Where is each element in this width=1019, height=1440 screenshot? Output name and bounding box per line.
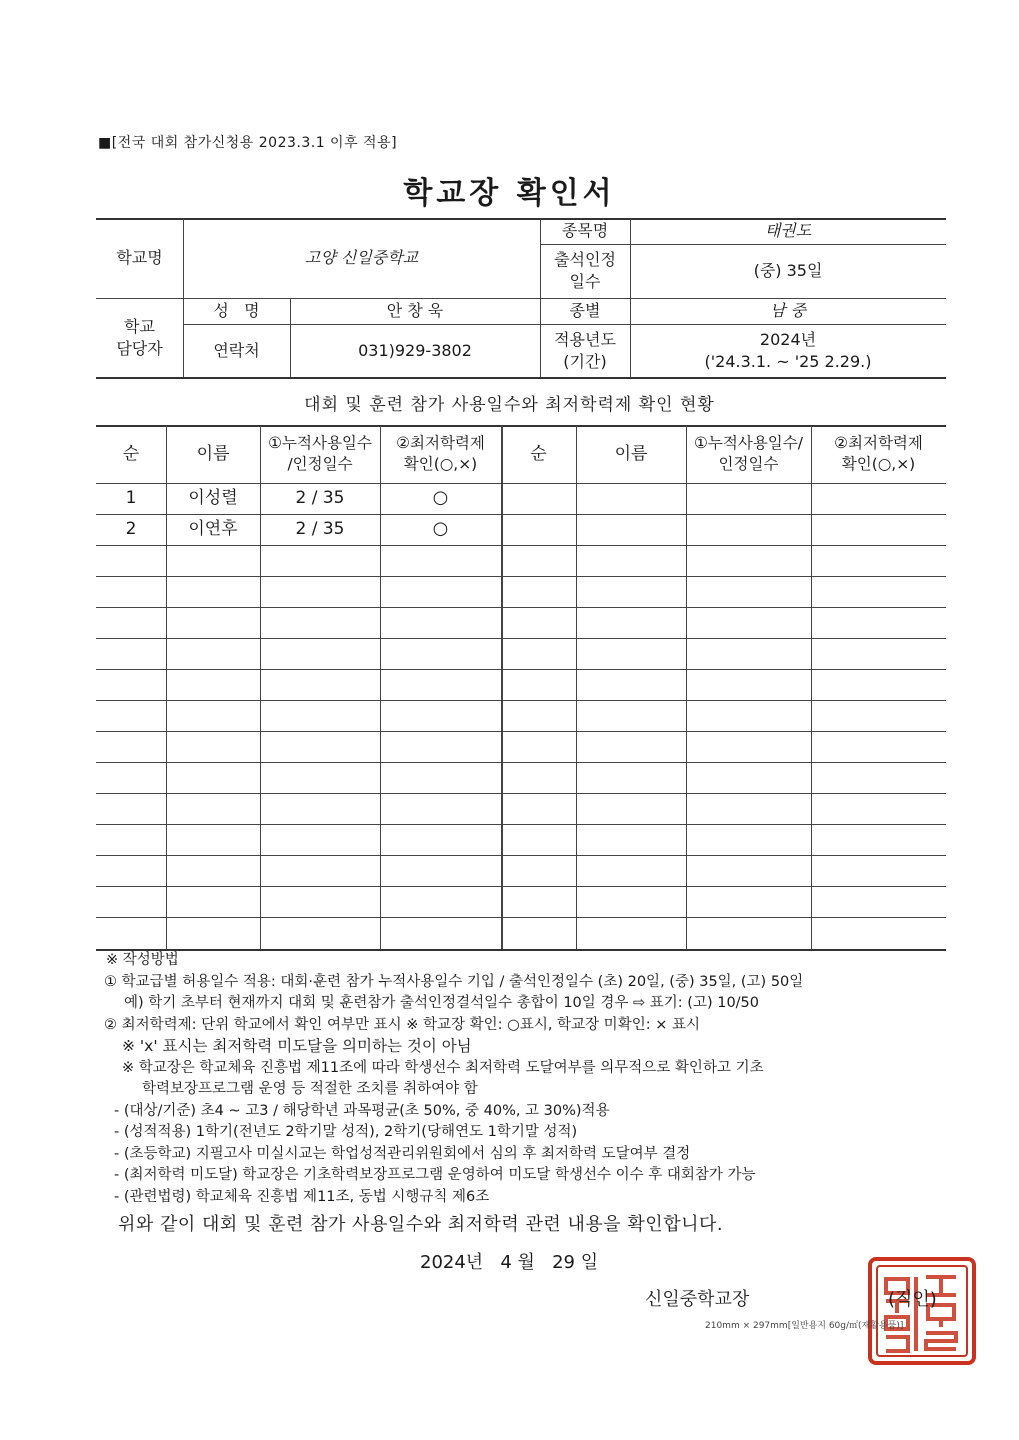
note-item: - (초등학교) 지필고사 미실시교는 학업성적관리위원회에서 심의 후 최저학력 도달여부 결정 bbox=[114, 1145, 691, 1162]
contact-person-label: 학교 담당자 bbox=[116, 316, 163, 358]
note-item: - (성적적용) 1학기(전년도 2학기말 성적), 2학기(당해연도 1학기말 성적) bbox=[114, 1124, 578, 1140]
school-name-value: 고양 신일중학교 bbox=[304, 248, 419, 268]
row-name: 이연후 bbox=[188, 519, 238, 540]
note-item: - (최저학력 미도달) 학교장은 기초학력보장프로그램 운영하여 미도달 학생선수 이수 후 대회참가 가능 bbox=[114, 1167, 756, 1183]
phone-label: 연락처 bbox=[213, 340, 260, 360]
row-divider bbox=[96, 824, 946, 825]
note-item: ※ 학교장은 학교체육 진흥법 제11조에 따라 학생선수 최저학력 도달여부를 의무적으로 확인하고 기초 bbox=[122, 1059, 764, 1076]
apply-year-label: 적용년도 (기간) bbox=[554, 329, 616, 371]
sport-value: 태권도 bbox=[764, 221, 812, 241]
row-divider bbox=[96, 576, 946, 577]
note-item: - (관련법령) 학교체육 진흥법 제11조, 동법 시행규칙 제6조 bbox=[114, 1188, 490, 1205]
instructions bbox=[104, 950, 954, 1208]
row-divider bbox=[96, 855, 946, 856]
col-name-header: 이름 bbox=[196, 443, 230, 464]
row-name: 이성렬 bbox=[188, 488, 238, 509]
col-no-header-right: 순 bbox=[530, 443, 547, 464]
row-divider bbox=[96, 700, 946, 701]
row-divider bbox=[96, 731, 946, 732]
document-date: 2024년 4 월 29 일 bbox=[420, 1252, 599, 1273]
form-version-note: ■[전국 대회 참가신청용 2023.3.1 이후 적용] bbox=[98, 135, 398, 151]
row-no: 2 bbox=[125, 519, 137, 540]
note-item: ① 학교급별 허용일수 적용: 대회·훈련 참가 누적사용일수 기입 / 출석인정일수 (초) 20일, (중) 35일, (고) 50일 bbox=[104, 973, 804, 990]
school-name-label: 학교명 bbox=[116, 248, 163, 268]
col-name-header-right: 이름 bbox=[614, 443, 648, 464]
row-divider bbox=[96, 638, 946, 639]
row-days: 2 / 35 bbox=[295, 519, 345, 540]
note-item: 예) 학기 초부터 현재까지 대회 및 훈련참가 출석인정결석일수 총합이 10일 경우 ⇨ 표기: (고) 10/50 bbox=[124, 995, 760, 1011]
contact-name-value: 안 창 욱 bbox=[386, 301, 444, 321]
row-no: 1 bbox=[125, 488, 137, 509]
attend-days-label: 출석인정 일수 bbox=[554, 250, 616, 291]
row-divider bbox=[96, 793, 946, 794]
note-item: ② 최저학력제: 단위 학교에서 확인 여부만 표시 ※ 학교장 확인: ○표시, 학교장 미확인: × 표시 bbox=[104, 1016, 700, 1033]
row-divider bbox=[96, 762, 946, 763]
contact-name-label: 성 명 bbox=[213, 301, 260, 321]
col-academic-header-right: ②최저학력제 확인(○,×) bbox=[834, 434, 923, 473]
row-divider bbox=[96, 669, 946, 670]
col-days-header-right: ①누적사용일수/ 인정일수 bbox=[694, 434, 803, 473]
note-heading: ※ 작성방법 bbox=[106, 952, 179, 968]
row-check: ○ bbox=[432, 487, 449, 509]
signer-title: 신일중학교장 bbox=[645, 1289, 750, 1310]
col-no-header: 순 bbox=[122, 443, 140, 464]
gender-label: 종별 bbox=[569, 301, 601, 321]
row-days: 2 / 35 bbox=[295, 488, 345, 509]
document-title: 학교장 확인서 bbox=[403, 176, 616, 211]
note-item: - (대상/기준) 초4 ~ 고3 / 해당학년 과목평균(초 50%, 중 40%, 고 30%)적용 bbox=[114, 1102, 610, 1119]
official-seal-icon bbox=[866, 1255, 978, 1367]
note-item: 학력보장프로그램 운영 등 적절한 조치를 취하여야 함 bbox=[142, 1081, 478, 1097]
paper-spec: 210mm × 297mm[일반용지 60g/㎡(재활용품)] bbox=[705, 1321, 904, 1331]
confirmation-statement: 위와 같이 대회 및 훈련 참가 사용일수와 최저학력 관련 내용을 확인합니다. bbox=[118, 1214, 724, 1235]
col-academic-header: ②최저학력제 확인(○,×) bbox=[396, 434, 485, 473]
note-item: ※ 'x' 표시는 최저학력 미도달을 의미하는 것이 아님 bbox=[122, 1037, 472, 1055]
apply-year-value: 2024년 ('24.3.1. ~ '25 2.29.) bbox=[704, 329, 872, 371]
row-divider bbox=[96, 607, 946, 608]
row-check: ○ bbox=[432, 518, 449, 540]
gender-value: 남 중 bbox=[770, 301, 806, 321]
phone-value: 031)929-3802 bbox=[358, 340, 472, 360]
sport-label: 종목명 bbox=[561, 221, 609, 241]
row-divider bbox=[96, 886, 946, 887]
section-subtitle: 대회 및 훈련 참가 사용일수와 최저학력제 확인 현황 bbox=[304, 395, 715, 415]
row-divider bbox=[96, 545, 946, 546]
seal-label: (직인) bbox=[888, 1289, 937, 1310]
attend-days-value: (중) 35일 bbox=[753, 261, 823, 281]
row-divider bbox=[96, 917, 946, 918]
col-days-header: ①누적사용일수 /인정일수 bbox=[268, 434, 372, 473]
